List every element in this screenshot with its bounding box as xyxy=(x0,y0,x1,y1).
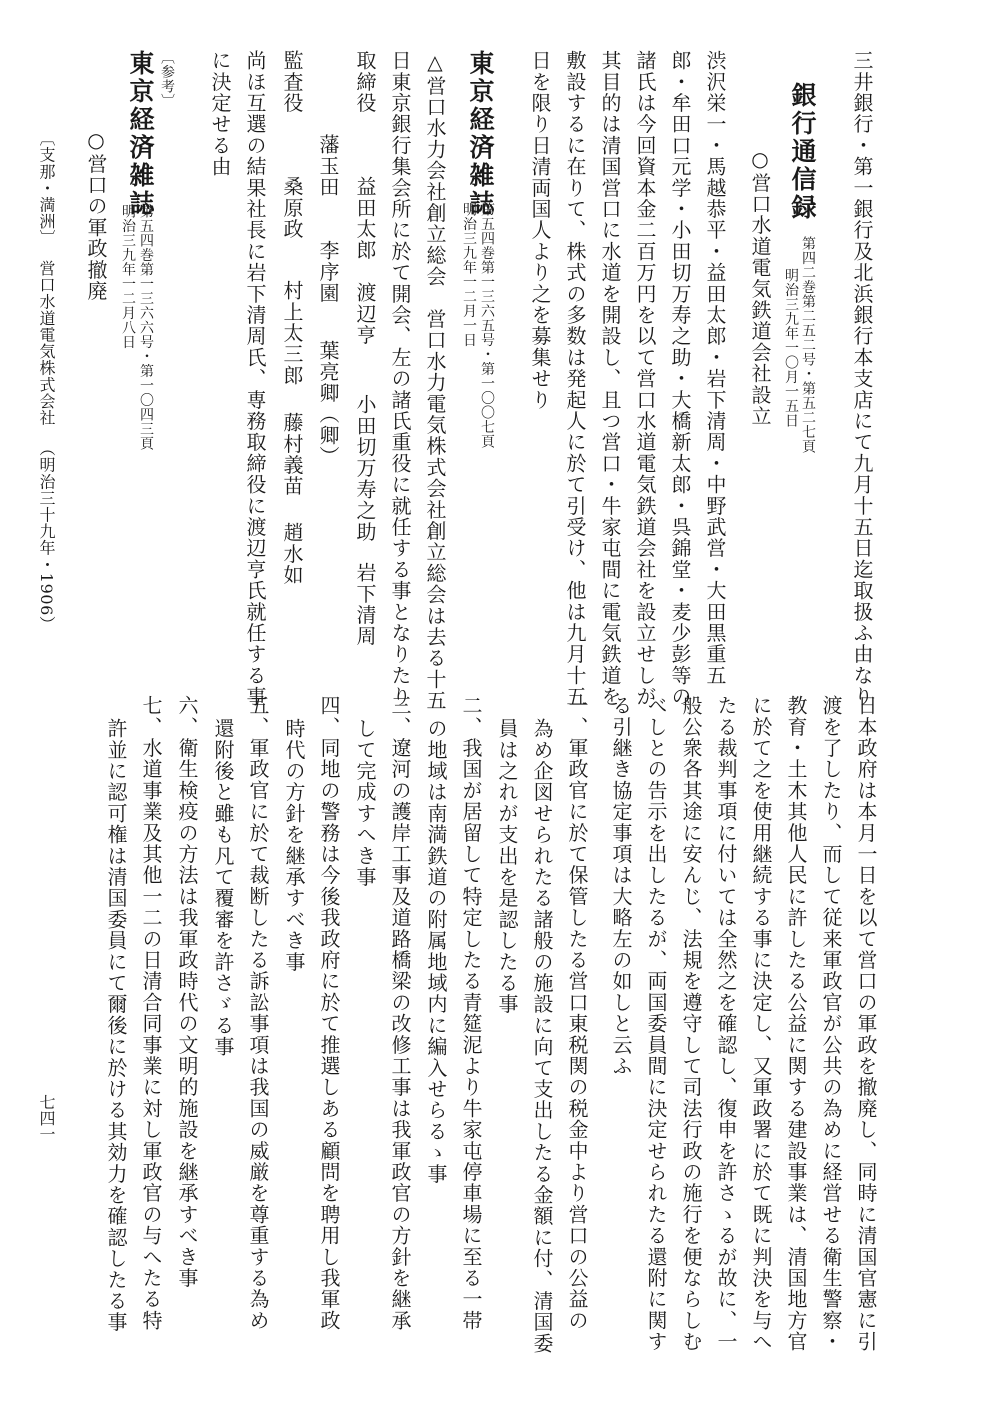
auditor-name: 藤村義苗 xyxy=(280,412,304,497)
body-line: 日を限り日清両国人より之を募集せり xyxy=(528,50,552,411)
list-item: 二、我国が居留して特定したる青筵泥より牛家屯停車場に至る一帯 xyxy=(459,695,483,1331)
list-item-cont: して完成すへき事 xyxy=(353,718,377,888)
auditors-label: 監査役 xyxy=(280,50,304,114)
body-line: に決定せる由 xyxy=(208,50,232,178)
list-item: 一、軍政官に於て保管したる営口東税関の税金中より営口の公益の xyxy=(565,695,589,1331)
directors-label: 取締役 xyxy=(353,50,377,114)
director-name: 李序園 xyxy=(316,240,340,304)
list-item-cont: 員は之れが支出を是認したる事 xyxy=(495,718,519,1015)
auditor-name: 桑原政 xyxy=(280,176,304,240)
list-item: 六、衛生検疫の方法は我軍政時代の文明的施設を継承すべき事 xyxy=(175,695,199,1289)
body-line: 諸氏は今回資本金二百万円を以て営口水道電気鉄道会社を設立せしが xyxy=(633,50,657,708)
list-item-cont: 為め企図せられたる諸般の施設に向て支出したる金額に付、清国委 xyxy=(530,718,554,1354)
section-title-keizai-ref: 東京経済雑誌 xyxy=(126,50,155,218)
list-item: 三、遼河の護岸工事及道路橋梁の改修工事は我軍政官の方針を継承 xyxy=(388,695,412,1331)
body-line: 教育・土木其他人民に許したる公益に関する建設事業は、清国地方官 xyxy=(784,695,808,1353)
section-title-keizai: 東京経済雑誌 xyxy=(466,50,495,218)
intro-line: 三井銀行・第一銀行及北浜銀行本支店にて九月十五日迄取扱ふ由なり xyxy=(850,50,874,708)
director-name: 小田切万寿之助 xyxy=(353,394,377,543)
article-heading: ○営口水道電気鉄道会社設立 xyxy=(748,147,772,427)
citation-volume: 第四二巻第二五二号・第五二七頁 xyxy=(800,236,816,454)
article-heading: ○営口の軍政撤廃 xyxy=(84,128,108,302)
list-item: 四、同地の警務は今後我政府に於て推選しある顧問を聘用し我軍政 xyxy=(317,695,341,1331)
body-line: 其目的は清国営口に水道を開設し、且つ営口・牛家屯間に電気鉄道を xyxy=(598,50,622,708)
body-line: 敷設するに在りて、株式の多数は発起人に於て引受け、他は九月十五 xyxy=(563,50,587,708)
section-title-ginko: 銀行通信録 xyxy=(788,82,817,222)
auditor-name: 趙水如 xyxy=(280,522,304,586)
list-item-cont: 許並に認可権は清国委員にて爾後に於ける其効力を確認したる事 xyxy=(104,718,128,1333)
citation-volume: 第五四巻第一三六五号・第一〇〇七頁 xyxy=(479,202,495,449)
director-name: 岩下清周 xyxy=(353,562,377,647)
list-item-cont: 還附後と雖も凡て覆審を許さゞる事 xyxy=(211,718,235,1058)
page-number: 七四一 xyxy=(37,1094,56,1142)
body-line: 尚ほ互選の結果社長に岩下清周氏、専務取締役に渡辺亨氏就任する事 xyxy=(243,50,267,708)
body-line: 渡を了したり、而して従来軍政官が公共の為めに経営せる衛生警察・ xyxy=(819,695,843,1353)
citation-date: 明治三九年一〇月一五日 xyxy=(783,268,799,428)
running-head-topic: 営口水道電気株式会社 xyxy=(37,260,56,426)
citation-volume: 第五四巻第一三六六号・第一〇四三頁 xyxy=(138,204,154,451)
running-head-era: （明治三十九年・1906） xyxy=(37,440,56,633)
body-line: る引継き協定事項は大略左の如しと云ふ xyxy=(609,695,633,1077)
auditor-name: 村上太三郎 xyxy=(280,280,304,386)
list-item: 七、水道事業及其他一二の日清合同事業に対し軍政官の与へたる特 xyxy=(139,695,163,1331)
running-head-region: 〔支那・満洲〕 xyxy=(37,130,56,247)
body-line: 渋沢栄一・馬越恭平・益田太郎・岩下清周・中野武営・大田黒重五 xyxy=(703,50,727,686)
reference-label: 〔参考〕 xyxy=(159,50,175,108)
director-name: 益田太郎 xyxy=(353,176,377,261)
body-line: 日東京銀行集会所に於て開会、左の諸氏重役に就任する事となりたり xyxy=(388,50,412,708)
list-item-cont: の地域は南満鉄道の附属地域内に編入せらるゝ事 xyxy=(424,718,448,1185)
body-line: 郎・牟田口元学・小田切万寿之助・大橋新太郎・呉錦堂・麦少彭等の xyxy=(668,50,692,708)
director-name: 葉亮卿（卿） xyxy=(316,340,340,468)
body-line: △営口水力会社創立総会 営口水力電気株式会社創立総会は去る十五 xyxy=(423,50,447,712)
citation-date: 明治三九年一二月一日 xyxy=(461,202,477,347)
citation-date: 明治三九年一二月八日 xyxy=(120,204,136,349)
list-item-cont: 時代の方針を継承すべき事 xyxy=(282,718,306,973)
body-line: たる裁判事項に付いては全然之を確認し、復申を許さゝるが故に、一 xyxy=(714,695,738,1353)
body-line: 般公衆各其途に安んじ、法規を遵守して司法行政の施行を便ならしむ xyxy=(679,695,703,1353)
body-line: べしとの告示を出したるが、両国委員間に決定せられたる還附に関す xyxy=(644,695,668,1353)
body-line: に於て之を使用継続する事に決定し、又軍政署に於て既に判決を与へ xyxy=(749,695,773,1353)
director-name: 藩玉田 xyxy=(316,134,340,198)
list-item: 五、軍政官に於て裁断したる訴訟事項は我国の威厳を尊重する為め xyxy=(246,695,270,1331)
director-name: 渡辺亨 xyxy=(353,282,377,346)
body-line: 日本政府は本月一日を以て営口の軍政を撤廃し、同時に清国官憲に引 xyxy=(854,695,878,1353)
